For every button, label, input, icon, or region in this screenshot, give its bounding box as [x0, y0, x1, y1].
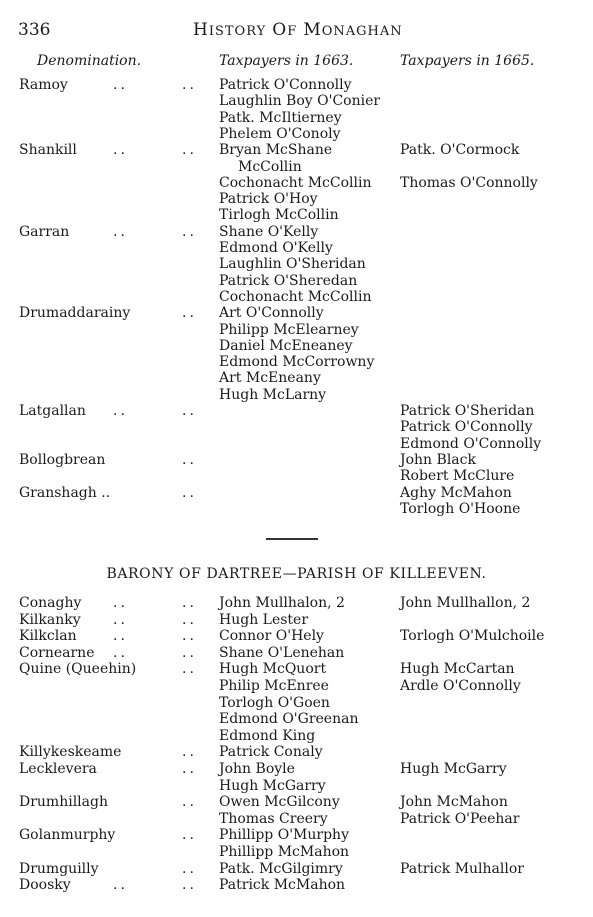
table-row: [0, 224, 593, 240]
denomination-cell: Drumguilly: [19, 860, 99, 877]
leader-dots: ..: [113, 595, 128, 611]
table-row: [0, 861, 593, 877]
leader-dots: ..: [182, 761, 197, 777]
taxpayer-1663-cell: Torlogh O'Goen: [219, 694, 330, 711]
taxpayer-1663-cell: Philipp McElearney: [219, 321, 359, 338]
table-row: [0, 110, 593, 126]
leader-dots: ..: [182, 305, 197, 322]
taxpayer-1665-cell: Hugh McGarry: [400, 761, 507, 777]
leader-dots: ..: [113, 403, 128, 419]
denomination-cell: Kilkclan: [19, 628, 77, 645]
taxpayer-1663-cell: Patrick O'Hoy: [219, 191, 318, 208]
leader-dots: ..: [182, 644, 197, 661]
taxpayer-1663-cell: Patrick McMahon: [219, 877, 346, 894]
taxpayer-1665-cell: Torlogh O'Mulchoile: [400, 628, 545, 645]
denomination-cell: Latgallan: [19, 403, 86, 419]
table-row: [0, 844, 593, 860]
table-row: [0, 403, 593, 419]
taxpayer-1663-cell: Phelem O'Conoly: [219, 125, 341, 142]
leader-dots: ..: [113, 77, 128, 93]
table-row: [0, 645, 593, 661]
table-row: [0, 354, 593, 370]
table-row: [0, 678, 593, 694]
leader-dots: ..: [182, 744, 197, 761]
taxpayer-1663-cell: Art O'Connolly: [219, 305, 324, 322]
denomination-cell: Conaghy: [19, 595, 82, 611]
taxpayer-1663-cell: Edmond King: [219, 727, 316, 744]
taxpayer-1663-cell: Thomas Creery: [219, 810, 328, 827]
taxpayer-1663-cell: Cochonacht McCollin: [219, 288, 372, 305]
taxpayer-1663-cell: John Boyle: [219, 761, 295, 777]
leader-dots: ..: [113, 877, 128, 894]
denomination-cell: Garran: [19, 223, 70, 240]
taxpayer-1665-cell: Aghy McMahon: [400, 484, 512, 501]
section-divider: [266, 538, 318, 540]
taxpayer-1663-cell: Shane O'Lenehan: [219, 644, 345, 661]
taxpayer-1663-cell: Edmond O'Greenan: [219, 711, 359, 728]
leader-dots: ..: [113, 611, 128, 628]
table-row: [0, 256, 593, 272]
table-row: [0, 142, 593, 158]
denomination-cell: Golanmurphy: [19, 827, 116, 844]
table-row: [0, 305, 593, 321]
denomination-cell: Doosky: [19, 877, 71, 894]
header-taxpayers-1663: Taxpayers in 1663.: [219, 53, 354, 69]
table-row: [0, 419, 593, 435]
leader-dots: ..: [182, 403, 197, 419]
leader-dots: ..: [182, 77, 197, 93]
table-row: [0, 485, 593, 501]
taxpayer-1663-cell: Hugh Lester: [219, 611, 309, 628]
table-row: [0, 612, 593, 628]
table-row: [0, 711, 593, 727]
table-row: [0, 273, 593, 289]
taxpayer-1663-cell: Edmond O'Kelly: [219, 240, 333, 256]
taxpayer-1665-cell: John Mullhallon, 2: [400, 595, 531, 611]
section-heading: BARONY OF DARTREE—PARISH OF KILLEEVEN.: [106, 566, 487, 582]
leader-dots: ..: [182, 794, 197, 811]
taxpayer-1663-cell: Patrick Conaly: [219, 744, 323, 761]
denomination-cell: Kilkanky: [19, 611, 81, 628]
denomination-cell: Drumaddarainy: [19, 305, 131, 322]
taxpayer-1663-cell: Hugh McQuort: [219, 661, 327, 678]
taxpayer-1663-cell: Philip McEnree: [219, 678, 329, 694]
leader-dots: ..: [113, 644, 128, 661]
table-row: [0, 240, 593, 256]
leader-dots: ..: [182, 484, 197, 501]
table-row: [0, 501, 593, 517]
taxpayer-1663-cell: John Mullhalon, 2: [219, 595, 345, 611]
table-row: [0, 175, 593, 191]
leader-dots: ..: [182, 142, 197, 159]
taxpayer-1663-cell: Patk. McGilgimry: [219, 860, 343, 877]
taxpayer-1663-cell: Patrick O'Connolly: [219, 77, 352, 93]
leader-dots: ..: [113, 142, 128, 159]
table-row: [0, 191, 593, 207]
taxpayer-1665-cell: Hugh McCartan: [400, 661, 515, 678]
leader-dots: ..: [182, 860, 197, 877]
denomination-cell: Ramoy: [19, 77, 68, 93]
denomination-cell: Bollogbrean: [19, 451, 106, 468]
table-row: [0, 322, 593, 338]
table-row: [0, 387, 593, 403]
table-row: [0, 126, 593, 142]
leader-dots: ..: [182, 661, 197, 678]
taxpayer-1663-cell: Phillipp McMahon: [219, 844, 350, 860]
taxpayer-1665-cell: Patrick Mulhallor: [400, 860, 524, 877]
table-row: [0, 93, 593, 109]
taxpayer-1663-cell: Hugh McGarry: [219, 777, 326, 794]
denomination-cell: Killykeskeame: [19, 744, 122, 761]
table-row: [0, 877, 593, 893]
leader-dots: ..: [182, 451, 197, 468]
leader-dots: ..: [182, 223, 197, 240]
table-row: [0, 436, 593, 452]
taxpayer-1663-cell: Patrick O'Sheredan: [219, 272, 358, 289]
denomination-cell: Drumhillagh: [19, 794, 108, 811]
table-row: [0, 468, 593, 484]
taxpayer-1663-cell: Shane O'Kelly: [219, 223, 319, 240]
taxpayer-1663-cell: Laughlin O'Sheridan: [219, 256, 366, 273]
leader-dots: ..: [182, 611, 197, 628]
denomination-cell: Granshagh ..: [19, 484, 111, 501]
taxpayer-1663-cell: Cochonacht McCollin: [219, 174, 372, 191]
denomination-cell: Cornearne: [19, 644, 95, 661]
taxpayer-1663-cell: Phillipp O'Murphy: [219, 827, 349, 844]
table-row: [0, 628, 593, 644]
denomination-cell: Quine (Queehin): [19, 661, 137, 678]
table-row: [0, 695, 593, 711]
taxpayer-1665-cell: Thomas O'Connolly: [400, 174, 538, 191]
table-row: [0, 761, 593, 777]
table-row: [0, 370, 593, 386]
table-row: [0, 661, 593, 677]
table-row: [0, 77, 593, 93]
taxpayer-1665-cell: Patk. O'Cormock: [400, 142, 520, 159]
taxpayer-1665-cell: Torlogh O'Hoone: [400, 500, 521, 517]
taxpayer-1663-cell: Art McEneany: [219, 370, 321, 387]
table-row: [0, 794, 593, 810]
taxpayer-1665-cell: Patrick O'Connolly: [400, 419, 533, 436]
table-row: [0, 595, 593, 611]
taxpayer-1663-cell: Connor O'Hely: [219, 628, 324, 645]
taxpayer-1663-cell: McCollin: [238, 158, 302, 175]
taxpayer-1665-cell: Patrick O'Sheridan: [400, 403, 535, 419]
taxpayer-1663-cell: Edmond McCorrowny: [219, 354, 375, 371]
taxpayer-1665-cell: Robert McClure: [400, 468, 515, 485]
taxpayer-1665-cell: Ardle O'Connolly: [400, 678, 521, 694]
table-row: [0, 452, 593, 468]
taxpayer-1665-cell: Patrick O'Peehar: [400, 810, 520, 827]
taxpayer-1663-cell: Patk. McIltierney: [219, 109, 342, 126]
table-row: [0, 207, 593, 223]
taxpayer-1663-cell: Owen McGilcony: [219, 794, 340, 811]
taxpayer-1663-cell: Laughlin Boy O'Conier: [219, 93, 381, 110]
taxpayer-1663-cell: Hugh McLarny: [219, 386, 327, 403]
taxpayer-1663-cell: Tirlogh McCollin: [219, 207, 339, 224]
taxpayer-1663-cell: Bryan McShane: [219, 142, 333, 159]
table-row: [0, 744, 593, 760]
leader-dots: ..: [182, 628, 197, 645]
taxpayer-1665-cell: John Black: [400, 451, 476, 468]
leader-dots: ..: [113, 223, 128, 240]
taxpayer-1663-cell: Daniel McEneaney: [219, 337, 353, 354]
leader-dots: ..: [182, 827, 197, 844]
denomination-cell: Lecklevera: [19, 761, 97, 777]
table-row: [0, 811, 593, 827]
taxpayer-1665-cell: John McMahon: [400, 794, 508, 811]
denomination-cell: Shankill: [19, 142, 77, 159]
table-row: [0, 338, 593, 354]
header-denomination: Denomination.: [37, 53, 142, 69]
leader-dots: ..: [113, 628, 128, 645]
running-title: HISTORY OF MONAGHAN: [193, 20, 403, 40]
table-row: [0, 728, 593, 744]
table-row: [0, 827, 593, 843]
page-number: 336: [18, 20, 51, 40]
leader-dots: ..: [182, 877, 197, 894]
table-row: [0, 289, 593, 305]
table-row: [0, 778, 593, 794]
header-taxpayers-1665: Taxpayers in 1665.: [400, 53, 535, 69]
leader-dots: ..: [182, 595, 197, 611]
taxpayer-1665-cell: Edmond O'Connolly: [400, 435, 542, 452]
table-row: [0, 159, 593, 175]
